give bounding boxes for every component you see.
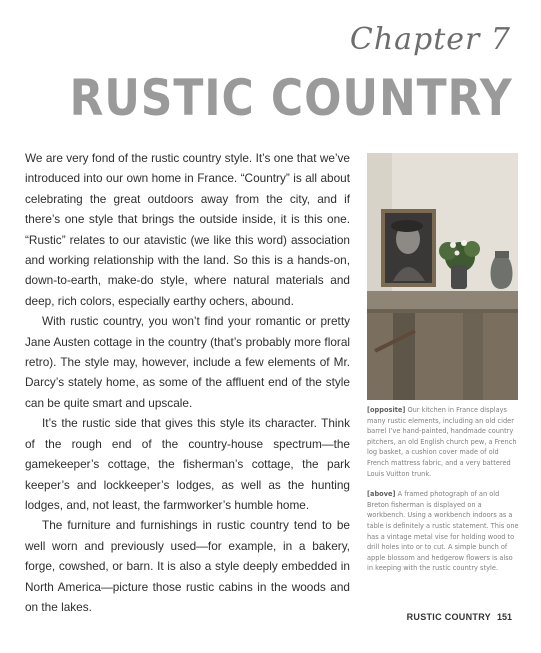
vase [451, 265, 467, 289]
page-footer [407, 612, 512, 622]
pitcher [491, 257, 513, 289]
chapter-title: RUSTIC COUNTRY [69, 69, 513, 127]
caption-opposite [367, 405, 519, 479]
photo-framed-fisherman-on-workbench [367, 153, 518, 400]
caption-tag: [above] [367, 490, 396, 499]
caption-text: Our kitchen in France displays many rustic elements, including an old cider barrel I’ve hand-painted, handmade country pitchers, an old English church pew, a French log basket, a cushion cover made of old French mattress fabric, and a very battered Louis Vuitton trunk. [367, 406, 517, 478]
body-paragraph: We are very fond of the rustic country style. It’s one that we’ve introduced into our own home in France. “Country” is all about celebrating the great outdoors away from the city, and if there’s one style that brings the outside inside, it is this one. “Rustic” relates to our atavistic (we like this word) association and working relationship with the land. So this is a hands-on, down-to-earth, make-do style, where natural materials and deep, rich colors, especially earthy ochers, abound. [25, 151, 350, 308]
caption-text: A framed photograph of an old Breton fisherman is displayed on a workbench. Using a workbench indoors as a table is definitely a rustic statement. This one has a vintage metal vise for holding wood to drill holes into or to cut. A simple bunch of apple blossom and hedgerow flowers is also in keeping with the rustic country style. [367, 490, 519, 573]
body-paragraph: It’s the rustic side that gives this style its character. Think of the rough end of the country-house spectrum—the gamekeeper’s cottage, the fisherman’s cottage, the park keeper’s and lockkeeper’s lodges, as well as the hunting lodges, and, not least, the farmworker’s humble home. [25, 416, 350, 512]
workbench-top [367, 291, 518, 309]
caption-tag: [opposite] [367, 406, 406, 414]
photo-illustration [367, 153, 518, 400]
body-text [25, 148, 350, 617]
page-number: 151 [496, 612, 512, 622]
chapter-label: Chapter 7 [349, 22, 511, 57]
body-paragraph: With rustic country, you won’t find your romantic or pretty Jane Austen cottage in the country (that’s probably more floral retro). The style may, however, include a few elements of Mr. Darcy’s stately home, as some of the affluent end of the style can be quite smart and upscale. [25, 314, 350, 410]
photo-captions [367, 405, 519, 584]
footer-section-title: RUSTIC COUNTRY [406, 612, 491, 622]
caption-above [367, 489, 519, 574]
body-paragraph: The furniture and furnishings in rustic country tend to be well worn and previously used—for example, in a bakery, forge, cowshed, or barn. It is also a style deeply embedded in North America—picture those rustic cabins in the woods and on the lakes. [25, 518, 350, 614]
